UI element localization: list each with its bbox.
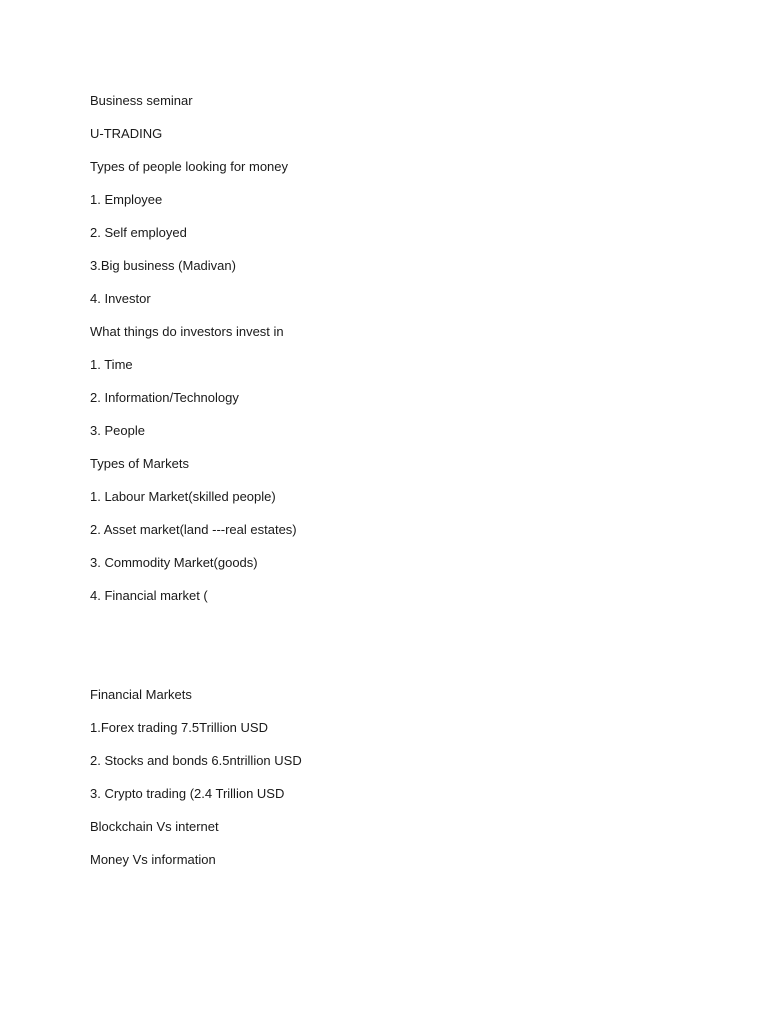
section-heading: Types of people looking for money — [90, 159, 289, 174]
paragraph-line: Money Vs information — [90, 852, 216, 867]
list-item: 3. Commodity Market(goods) — [90, 555, 258, 570]
document-body — [90, 92, 690, 884]
list-item: 1. Employee — [90, 192, 163, 207]
list-item: 1. Labour Market(skilled people) — [90, 489, 276, 504]
seminar-title: Business seminar — [90, 93, 193, 108]
list-item: 2. Self employed — [90, 225, 187, 240]
blank-space — [90, 620, 690, 686]
section-heading: Types of Markets — [90, 456, 189, 471]
list-item: 3.Big business (Madivan) — [90, 258, 236, 273]
list-item: 3. Crypto trading (2.4 Trillion USD — [90, 786, 285, 801]
list-item: 2. Asset market(land ---real estates) — [90, 522, 297, 537]
list-item: 2. Information/Technology — [90, 390, 239, 405]
section-heading: What things do investors invest in — [90, 324, 284, 339]
section-heading: Financial Markets — [90, 687, 192, 702]
list-item: 4. Financial market ( — [90, 588, 208, 603]
list-item: 1. Time — [90, 357, 133, 372]
list-item: 2. Stocks and bonds 6.5ntrillion USD — [90, 753, 302, 768]
list-item: 3. People — [90, 423, 145, 438]
list-item: 1.Forex trading 7.5Trillion USD — [90, 720, 268, 735]
list-item: 4. Investor — [90, 291, 151, 306]
seminar-subtitle: U-TRADING — [90, 126, 163, 141]
paragraph-line: Blockchain Vs internet — [90, 819, 219, 834]
